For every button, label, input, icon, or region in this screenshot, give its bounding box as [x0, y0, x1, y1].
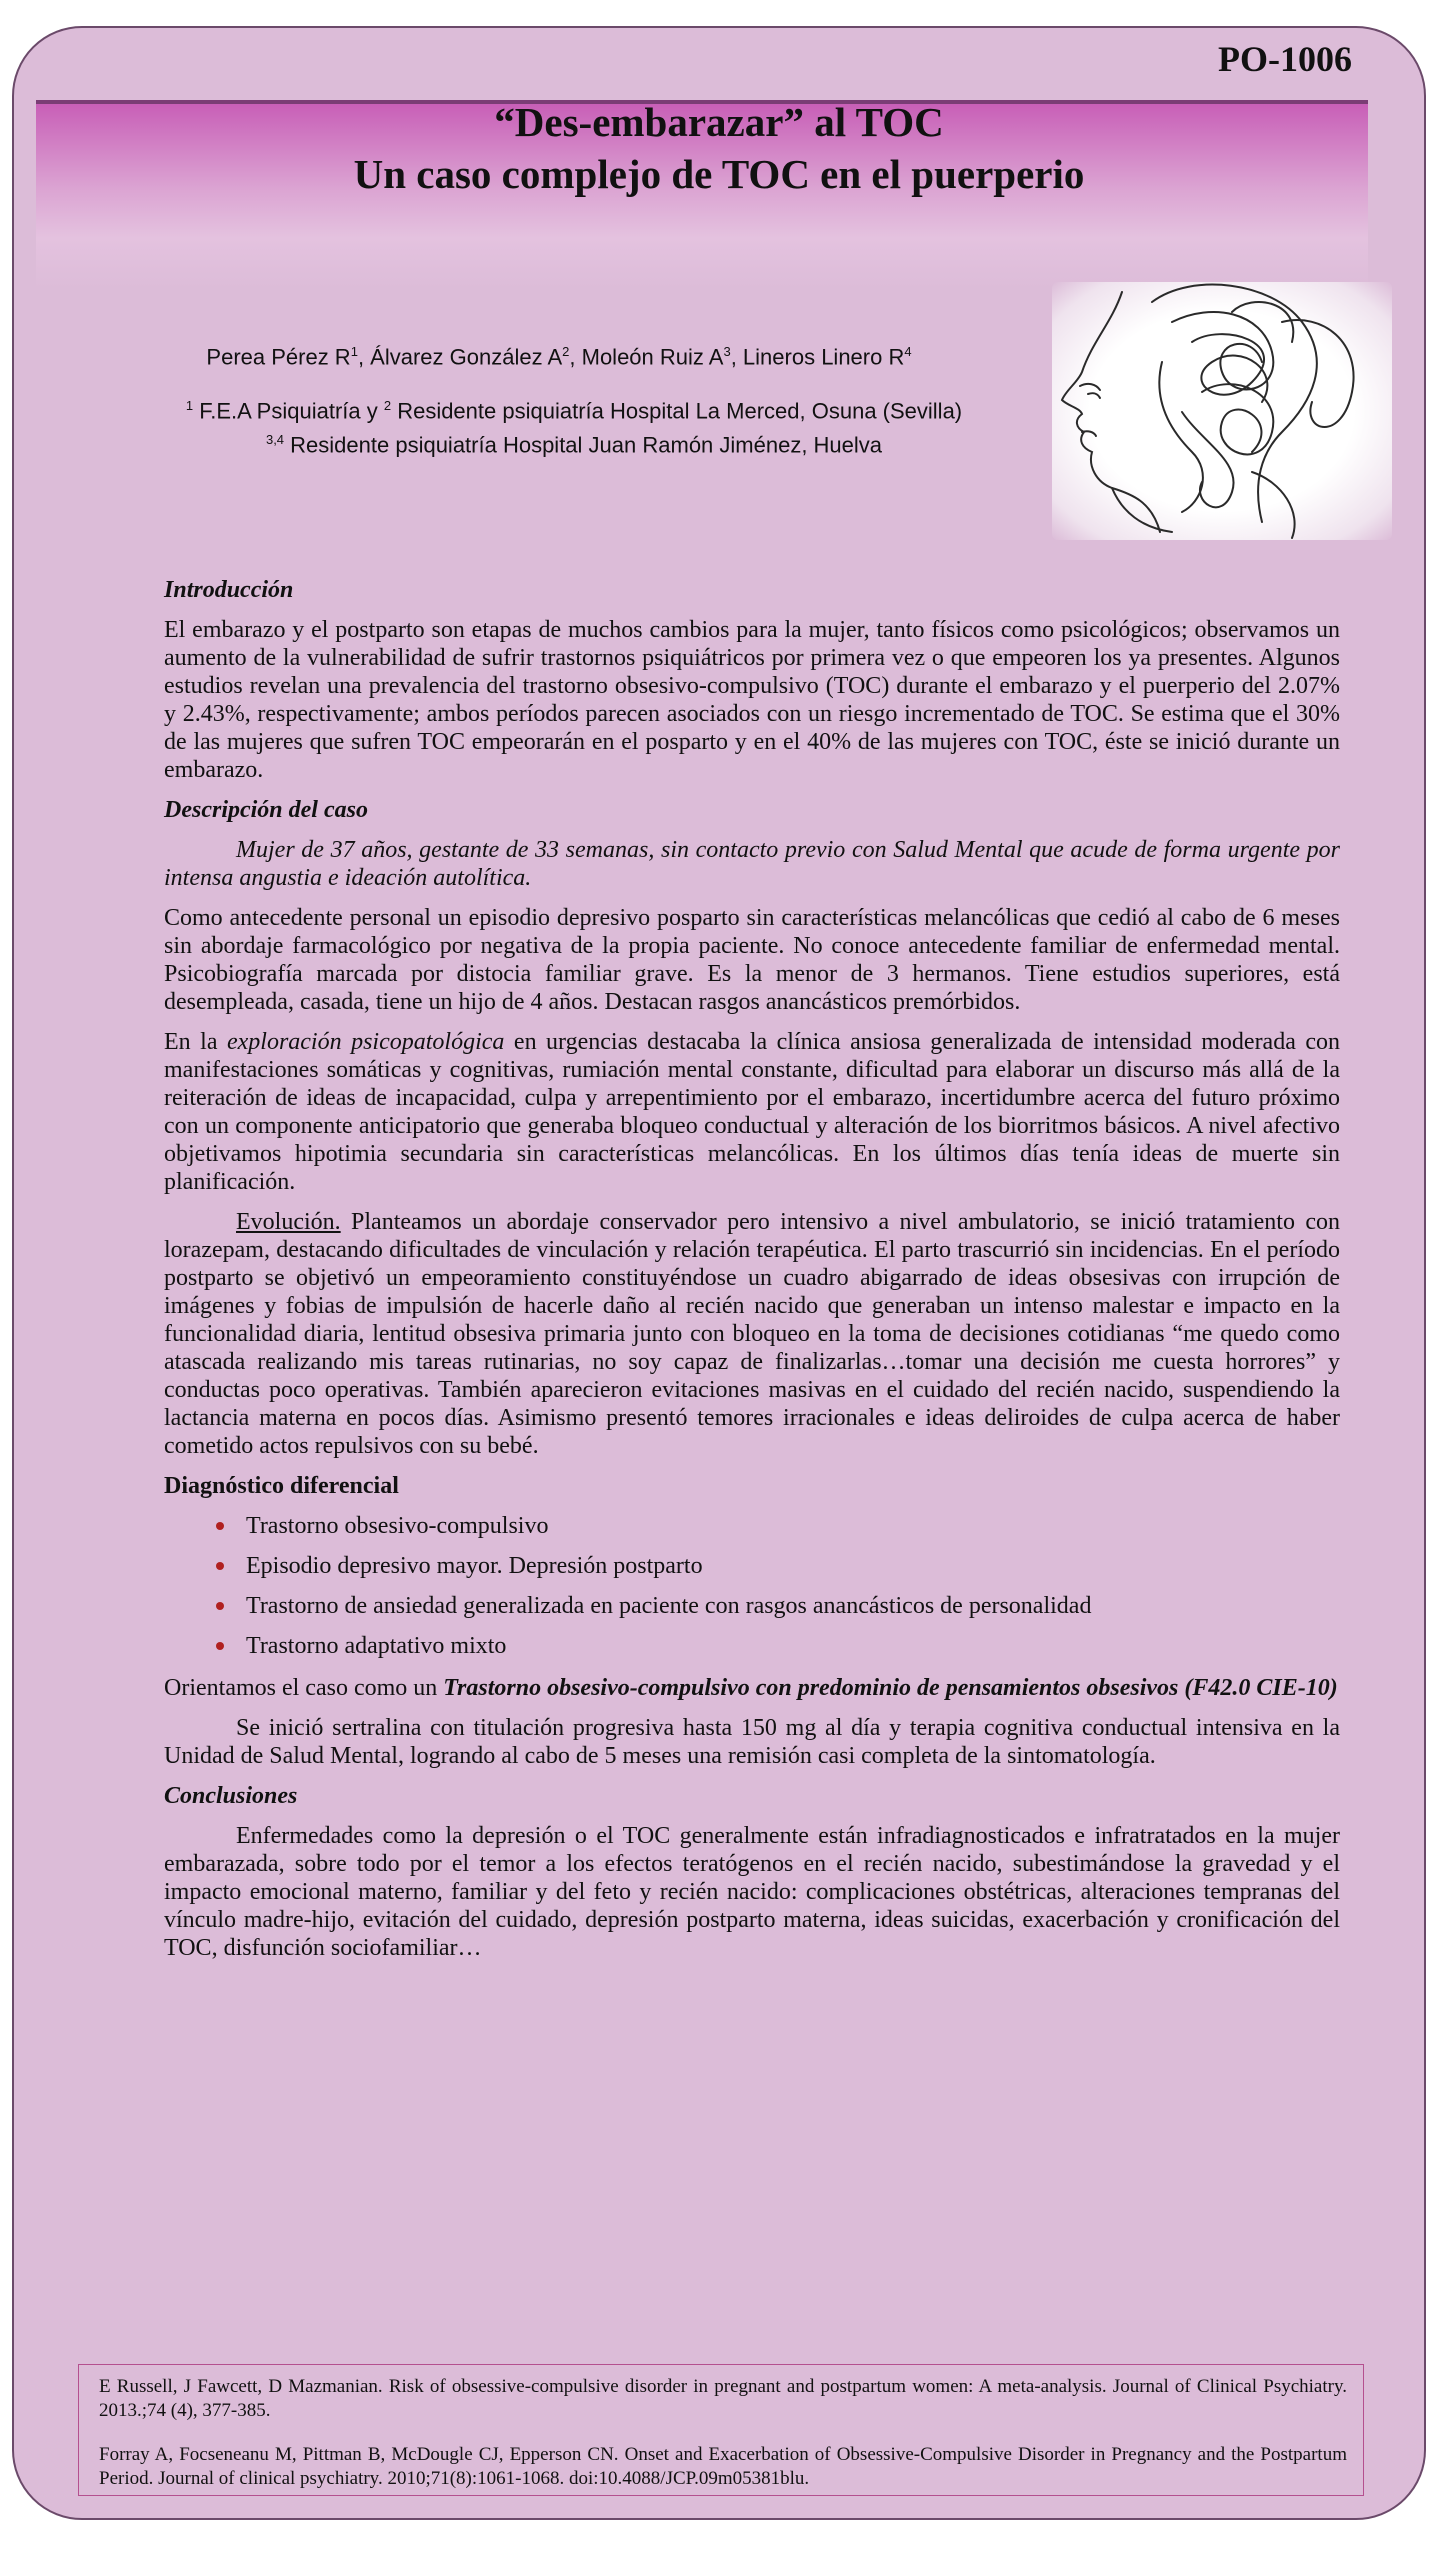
- case-intro: Mujer de 37 años, gestante de 33 semanas, sin contacto previo con Salud Mental que acude de forma urgente por intensa angustia e ideación autolítica.: [164, 837, 1340, 891]
- conclusions-text: Enfermedades como la depresión o el TOC generalmente están infradiagnosticados e infratratados en la mujer embarazada, sobre todo por el temor a los efectos teratógenos en el recién nacido, subestimándose la gravedad y el impacto emocional materno, familiar y del feto y recién nacido: complicaciones obstétricas, alteraciones tempranas del vínculo madre-hijo, evitación del cuidado, depresión postparto materna, ideas suicidas, exacerbación y cronificación del TOC, disfunción sociofamiliar…: [164, 1823, 1340, 1961]
- exploration-italic: exploración psicopatológica: [226, 1029, 505, 1055]
- title-line-2: Un caso complejo de TOC en el puerperio: [353, 151, 1085, 197]
- poster-code: PO-1006: [1218, 39, 1352, 79]
- authors-block: [114, 344, 1034, 459]
- aff-1-text: F.E.A Psiquiatría y: [193, 398, 384, 424]
- conclusions-heading: Conclusiones: [164, 1783, 298, 1809]
- aff-1-sup: 1: [185, 398, 194, 414]
- aff-2-text: Residente psiquiatría Hospital La Merced, Osuna (Sevilla): [391, 398, 963, 424]
- author-4-sup: 4: [904, 344, 912, 359]
- author-2: , Álvarez González A: [357, 344, 563, 370]
- differential-list: [164, 1512, 1340, 1660]
- aff-2-sup: 2: [383, 398, 392, 414]
- reference-2: Forray A, Focseneanu M, Pittman B, McDougle CJ, Epperson CN. Onset and Exacerbation of Obsessive-Compulsive Disorder in Pregnancy and the Postpartum Period. Journal of clinical psychiatry. 2010;71(8):1061-1068. doi:10.4088/JCP.09m05381blu.: [99, 2444, 1347, 2489]
- treatment: Se inició sertralina con titulación progresiva hasta 150 mg al día y terapia cognitiva conductual intensiva en la Unidad de Salud Mental, logrando al cabo de 5 meses una remisión casi completa de la sintomatología.: [164, 1715, 1340, 1769]
- aff-3-text: Residente psiquiatría Hospital Juan Ramón Jiménez, Huelva: [284, 431, 883, 457]
- differential-heading: Diagnóstico diferencial: [164, 1473, 399, 1499]
- aff-3-sup: 3,4: [265, 431, 285, 447]
- list-item: Trastorno adaptativo mixto: [246, 1632, 1340, 1660]
- list-item: Episodio depresivo mayor. Depresión postparto: [246, 1552, 1340, 1580]
- exploration-post: en urgencias destacaba la clínica ansiosa generalizada de intensidad moderada con manifestaciones somáticas y cognitivas, rumiación mental constante, dificultad para elaborar un discurso más allá de la reiteración de ideas de incapacidad, culpa y arrepentimiento por el embarazo, incertidumbre acerca del futuro próximo con un componente anticipatorio que generaba bloqueo conductual y alteración de los biorritmos básicos. A nivel afectivo objetivamos hipotimia secundaria sin características melancólicas. En los últimos días tenía ideas de muerte sin planificación.: [164, 1029, 1341, 1195]
- author-3: , Moleón Ruiz A: [569, 344, 724, 370]
- author-2-sup: 2: [562, 344, 570, 359]
- author-3-sup: 3: [723, 344, 731, 359]
- orientation: [164, 1674, 1340, 1702]
- line-art-face-illustration: [1052, 282, 1392, 540]
- list-item: Trastorno obsesivo-compulsivo: [246, 1512, 1340, 1540]
- reference-1: E Russell, J Fawcett, D Mazmanian. Risk of obsessive-compulsive disorder in pregnant and postpartum women: A meta-analysis. Journal of Clinical Psychiatry. 2013.;74 (4), 377-385.: [99, 2376, 1347, 2421]
- poster: [12, 26, 1426, 2520]
- affiliation-2: [114, 426, 1034, 459]
- face-scribble-icon: [1052, 282, 1392, 540]
- title-line-1: “Des-embarazar” al TOC: [494, 99, 944, 145]
- poster-content: [164, 576, 1340, 1974]
- evolution-label: Evolución.: [236, 1209, 341, 1235]
- orient-diagnosis: Trastorno obsesivo-compulsivo con predominio de pensamientos obsesivos (F42.0 CIE-10): [443, 1675, 1338, 1701]
- exploration-pre: En la: [164, 1029, 227, 1055]
- references-box: [78, 2364, 1364, 2496]
- affiliation-1: [114, 392, 1034, 425]
- author-names: [114, 344, 1034, 370]
- author-1-sup: 1: [350, 344, 358, 359]
- orient-pre: Orientamos el caso como un: [164, 1675, 444, 1701]
- evolution-text: Planteamos un abordaje conservador pero intensivo a nivel ambulatorio, se inició tratamiento con lorazepam, destacando dificultades de vinculación y relación terapéutica. El parto trascurrió sin incidencias. En el período postparto se objetivó un empeoramiento constituyéndose un cuadro abigarrado de ideas obsesivas con irrupción de imágenes y fobias de impulsión de hacerle daño al recién nacido que generaban un intenso malestar e impacto en la funcionalidad diaria, lentitud obsesiva primaria junto con bloqueo en la toma de decisiones cotidianas “me quedo como atascada realizando mis tareas rutinarias, no soy capaz de finalizarlas…tomar una decisión me cuesta horrores” y conductas poco operativas. También aparecieron evitaciones masivas en el cuidado del recién nacido, suspendiendo la lactancia materna en pocos días. Asimismo presentó temores irracionales e ideas deliroides de culpa acerca de haber cometido actos repulsivos con su bebé.: [164, 1209, 1340, 1459]
- list-item: Trastorno de ansiedad generalizada en paciente con rasgos anancásticos de personalidad: [246, 1592, 1340, 1620]
- intro-text: El embarazo y el postparto son etapas de muchos cambios para la mujer, tanto físicos como psicológicos; observamos un aumento de la vulnerabilidad de sufrir trastornos psiquiátricos por primera vez o que empeoren los ya presentes. Algunos estudios revelan una prevalencia del trastorno obsesivo-compulsivo (TOC) durante el embarazo y el puerperio del 2.07% y 2.43%, respectivamente; ambos períodos parecen asociados con un riesgo incrementado de TOC. Se estima que el 30% de las mujeres que sufren TOC empeorarán en el posparto y en el 40% de las mujeres con TOC, éste se inició durante un embarazo.: [164, 617, 1340, 783]
- poster-title: [14, 96, 1424, 200]
- author-4: , Lineros Linero R: [730, 344, 905, 370]
- author-1: Perea Pérez R: [206, 344, 351, 370]
- case-exploration: [164, 1028, 1340, 1196]
- intro-heading: Introducción: [164, 577, 294, 603]
- case-antecedents: Como antecedente personal un episodio depresivo posparto sin características melancólicas que cedió al cabo de 6 meses sin abordaje farmacológico por negativa de la propia paciente. No conoce antecedente familiar de enfermedad mental. Psicobiografía marcada por distocia familiar grave. Es la menor de 3 hermanos. Tiene estudios superiores, está desempleada, casada, tiene un hijo de 4 años. Destacan rasgos anancásticos premórbidos.: [164, 905, 1340, 1015]
- case-evolution: [164, 1208, 1340, 1460]
- case-heading: Descripción del caso: [164, 797, 368, 823]
